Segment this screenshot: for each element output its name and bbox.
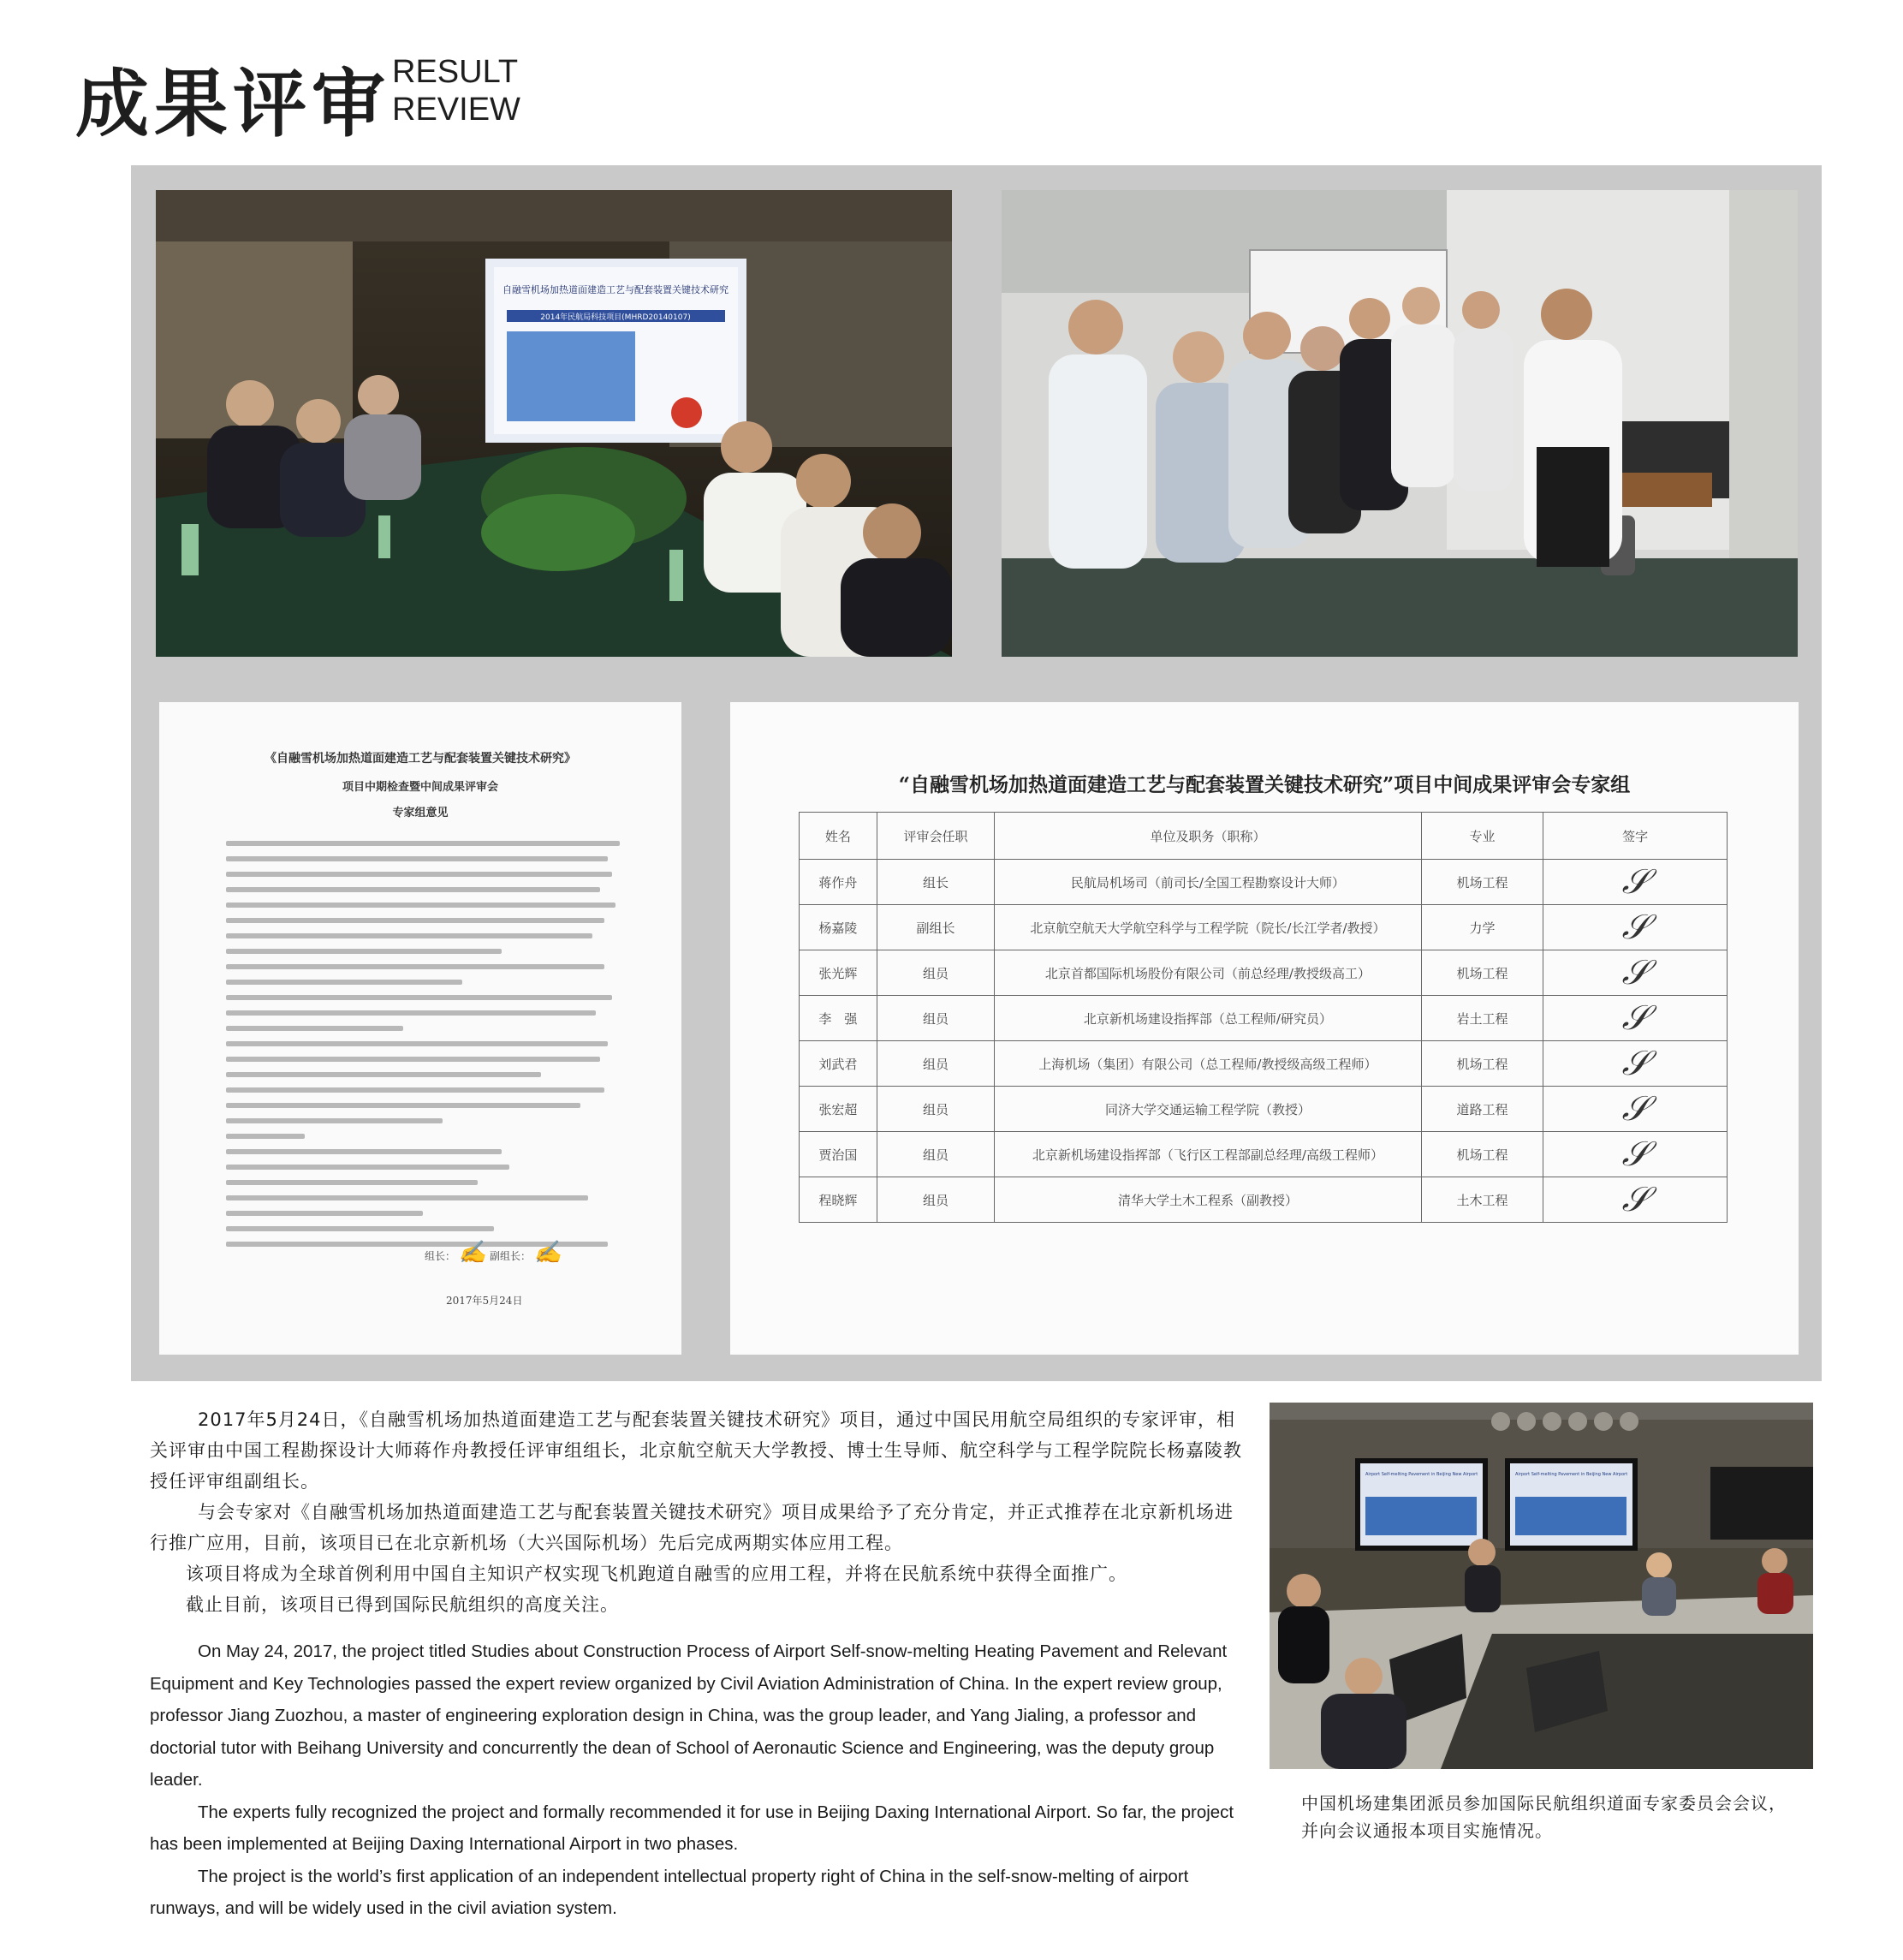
table-row	[800, 860, 1728, 905]
cell-signature	[1543, 996, 1728, 1041]
cell-major: 道路工程	[1421, 1087, 1543, 1132]
table-row	[800, 1132, 1728, 1177]
document-expert-group-table	[730, 702, 1799, 1355]
opinion-subtitle: 项目中期检查暨中间成果评审会	[342, 781, 498, 794]
handwritten-signature: 𝒮	[1621, 998, 1649, 1038]
cell-name: 杨嘉陵	[800, 905, 877, 950]
cell-signature	[1543, 1041, 1728, 1087]
screen-text-left: Airport Self-melting Pavement in Beijing New Airport	[1365, 1472, 1478, 1477]
cell-signature	[1543, 1087, 1728, 1132]
opinion-heading: 专家组意见	[392, 807, 449, 819]
cell-unit: 北京新机场建设指挥部（总工程师/研究员）	[995, 996, 1422, 1041]
opinion-title: 《自融雪机场加热道面建造工艺与配套装置关键技术研究》	[265, 752, 576, 766]
cell-role: 组员	[877, 1132, 994, 1177]
cell-role: 组员	[877, 950, 994, 996]
photo-icao-meeting	[1270, 1403, 1813, 1769]
paragraph-en: The experts fully recognized the project and formally recommended it for use in Beijing Daxing International Airport. So far, the project has been implemented at Beijing Daxing International Airport in two phases.	[150, 1802, 1234, 1854]
cell-unit: 同济大学交通运输工程学院（教授）	[995, 1087, 1422, 1132]
paragraph-cn: 2017年5月24日，《自融雪机场加热道面建造工艺与配套装置关键技术研究》项目，通过中国民用航空局组织的专家评审，相关评审由中国工程勘探设计大师蒋作舟教授任评审组组长，北京航空航天大学教授、博士生导师、航空科学与工程学院院长杨嘉陵教授任评审组副组长。	[150, 1409, 1242, 1492]
photo-review-meeting	[156, 190, 952, 657]
leader-signature: ✍	[458, 1240, 487, 1266]
opinion-signature-line	[425, 1240, 562, 1266]
screen-text-right: Airport Self-melting Pavement in Beijing New Airport	[1515, 1472, 1628, 1477]
paragraph-cn: 该项目将成为全球首例利用中国自主知识产权实现飞机跑道自融雪的应用工程，并将在民航系统中获得全面推广。	[186, 1564, 1127, 1584]
section-title-en-line1: RESULT	[392, 54, 519, 90]
table-row	[800, 1177, 1728, 1223]
paragraph-cn: 截止目前，该项目已得到国际民航组织的高度关注。	[186, 1594, 619, 1615]
slide-title: 自融雪机场加热道面建造工艺与配套装置关键技术研究	[503, 284, 728, 295]
cell-major: 岩土工程	[1421, 996, 1543, 1041]
cell-role: 副组长	[877, 905, 994, 950]
handwritten-signature: 𝒮	[1621, 1135, 1649, 1174]
col-role: 评审会任职	[877, 813, 994, 860]
paragraph-en: The project is the world’s first application of an independent intellectual property right of China in the self-snow-melting of airport runways, and will be widely used in the civil aviation system.	[150, 1866, 1189, 1918]
cell-name: 程晓辉	[800, 1177, 877, 1223]
cell-major: 机场工程	[1421, 1041, 1543, 1087]
cell-name: 张宏超	[800, 1087, 877, 1132]
table-row	[800, 950, 1728, 996]
opinion-body-lines	[226, 841, 620, 1257]
cell-role: 组员	[877, 1177, 994, 1223]
cell-role: 组长	[877, 860, 994, 905]
handwritten-signature: 𝒮	[1621, 1044, 1649, 1083]
expert-table-title: “自融雪机场加热道面建造工艺与配套装置关键技术研究”项目中间成果评审会专家组	[898, 773, 1631, 796]
cell-signature	[1543, 860, 1728, 905]
leader-sign-label: 组长：	[425, 1250, 456, 1262]
cell-unit: 民航局机场司（前司长/全国工程勘察设计大师）	[995, 860, 1422, 905]
paragraph-cn: 与会专家对《自融雪机场加热道面建造工艺与配套装置关键技术研究》项目成果给予了充分肯定，并正式推荐在北京新机场进行推广应用，目前，该项目已在北京新机场（大兴国际机场）先后完成两期实体应用工程。	[150, 1502, 1234, 1553]
handwritten-signature: 𝒮	[1621, 862, 1649, 902]
col-name: 姓名	[800, 813, 877, 860]
table-row	[800, 905, 1728, 950]
handwritten-signature: 𝒮	[1621, 953, 1649, 992]
table-row	[800, 1041, 1728, 1087]
col-signature: 签字	[1543, 813, 1728, 860]
cell-unit: 清华大学土木工程系（副教授）	[995, 1177, 1422, 1223]
opinion-date: 2017年5月24日	[446, 1295, 523, 1307]
cell-unit: 北京首都国际机场股份有限公司（前总经理/教授级高工）	[995, 950, 1422, 996]
section-title-en-line2: REVIEW	[392, 92, 520, 128]
expert-table-header-row	[800, 813, 1728, 860]
cell-name: 张光辉	[800, 950, 877, 996]
section-title-en	[392, 53, 520, 128]
cell-signature	[1543, 950, 1728, 996]
cell-signature	[1543, 1177, 1728, 1223]
cell-role: 组员	[877, 1041, 994, 1087]
cell-signature	[1543, 1132, 1728, 1177]
cell-signature	[1543, 905, 1728, 950]
cell-major: 土木工程	[1421, 1177, 1543, 1223]
slide-subtitle: 2014年民航局科技项目(MHRD20140107)	[540, 313, 691, 322]
cell-unit: 北京新机场建设指挥部（飞行区工程部副总经理/高级工程师）	[995, 1132, 1422, 1177]
col-major: 专业	[1421, 813, 1543, 860]
paragraph-en: On May 24, 2017, the project titled Studies about Construction Process of Airport Self-snow-melting Heating Pavement and Relevant Equipment and Key Technologies passed the expert review organized by Civil Aviation Administration of China. In the expert review group, professor Jiang Zuozhou, a master of engineering exploration design in China, was the group leader, and Yang Jialing, a professor and doctorial tutor with Beihang University and concurrently the dean of School of Aeronautic Science and Engineering, was the deputy group leader.	[150, 1641, 1228, 1790]
col-unit: 单位及职务（职称）	[995, 813, 1422, 860]
cell-major: 力学	[1421, 905, 1543, 950]
deputy-signature: ✍	[533, 1240, 562, 1266]
expert-table	[799, 812, 1728, 1223]
section-title-cn: 成果评审	[75, 62, 390, 147]
deputy-sign-label: 副组长：	[490, 1250, 532, 1262]
cell-name: 刘武君	[800, 1041, 877, 1087]
cell-major: 机场工程	[1421, 950, 1543, 996]
cell-unit: 上海机场（集团）有限公司（总工程师/教授级高级工程师）	[995, 1041, 1422, 1087]
cell-major: 机场工程	[1421, 860, 1543, 905]
handwritten-signature: 𝒮	[1621, 908, 1649, 947]
article-body-cn	[150, 1404, 1246, 1620]
cell-name: 贾治国	[800, 1132, 877, 1177]
photo-caption: 中国机场建集团派员参加国际民航组织道面专家委员会会议，并向会议通报本项目实施情况。	[1301, 1793, 1787, 1841]
document-expert-opinion	[159, 702, 681, 1355]
cell-role: 组员	[877, 1087, 994, 1132]
table-row	[800, 1087, 1728, 1132]
photo-site-demonstration	[1002, 190, 1798, 657]
table-row	[800, 996, 1728, 1041]
cell-major: 机场工程	[1421, 1132, 1543, 1177]
cell-role: 组员	[877, 996, 994, 1041]
cell-name: 李 强	[800, 996, 877, 1041]
cell-unit: 北京航空航天大学航空科学与工程学院（院长/长江学者/教授）	[995, 905, 1422, 950]
cell-name: 蒋作舟	[800, 860, 877, 905]
handwritten-signature: 𝒮	[1621, 1180, 1649, 1219]
article-body-en	[150, 1635, 1246, 1925]
handwritten-signature: 𝒮	[1621, 1089, 1649, 1129]
